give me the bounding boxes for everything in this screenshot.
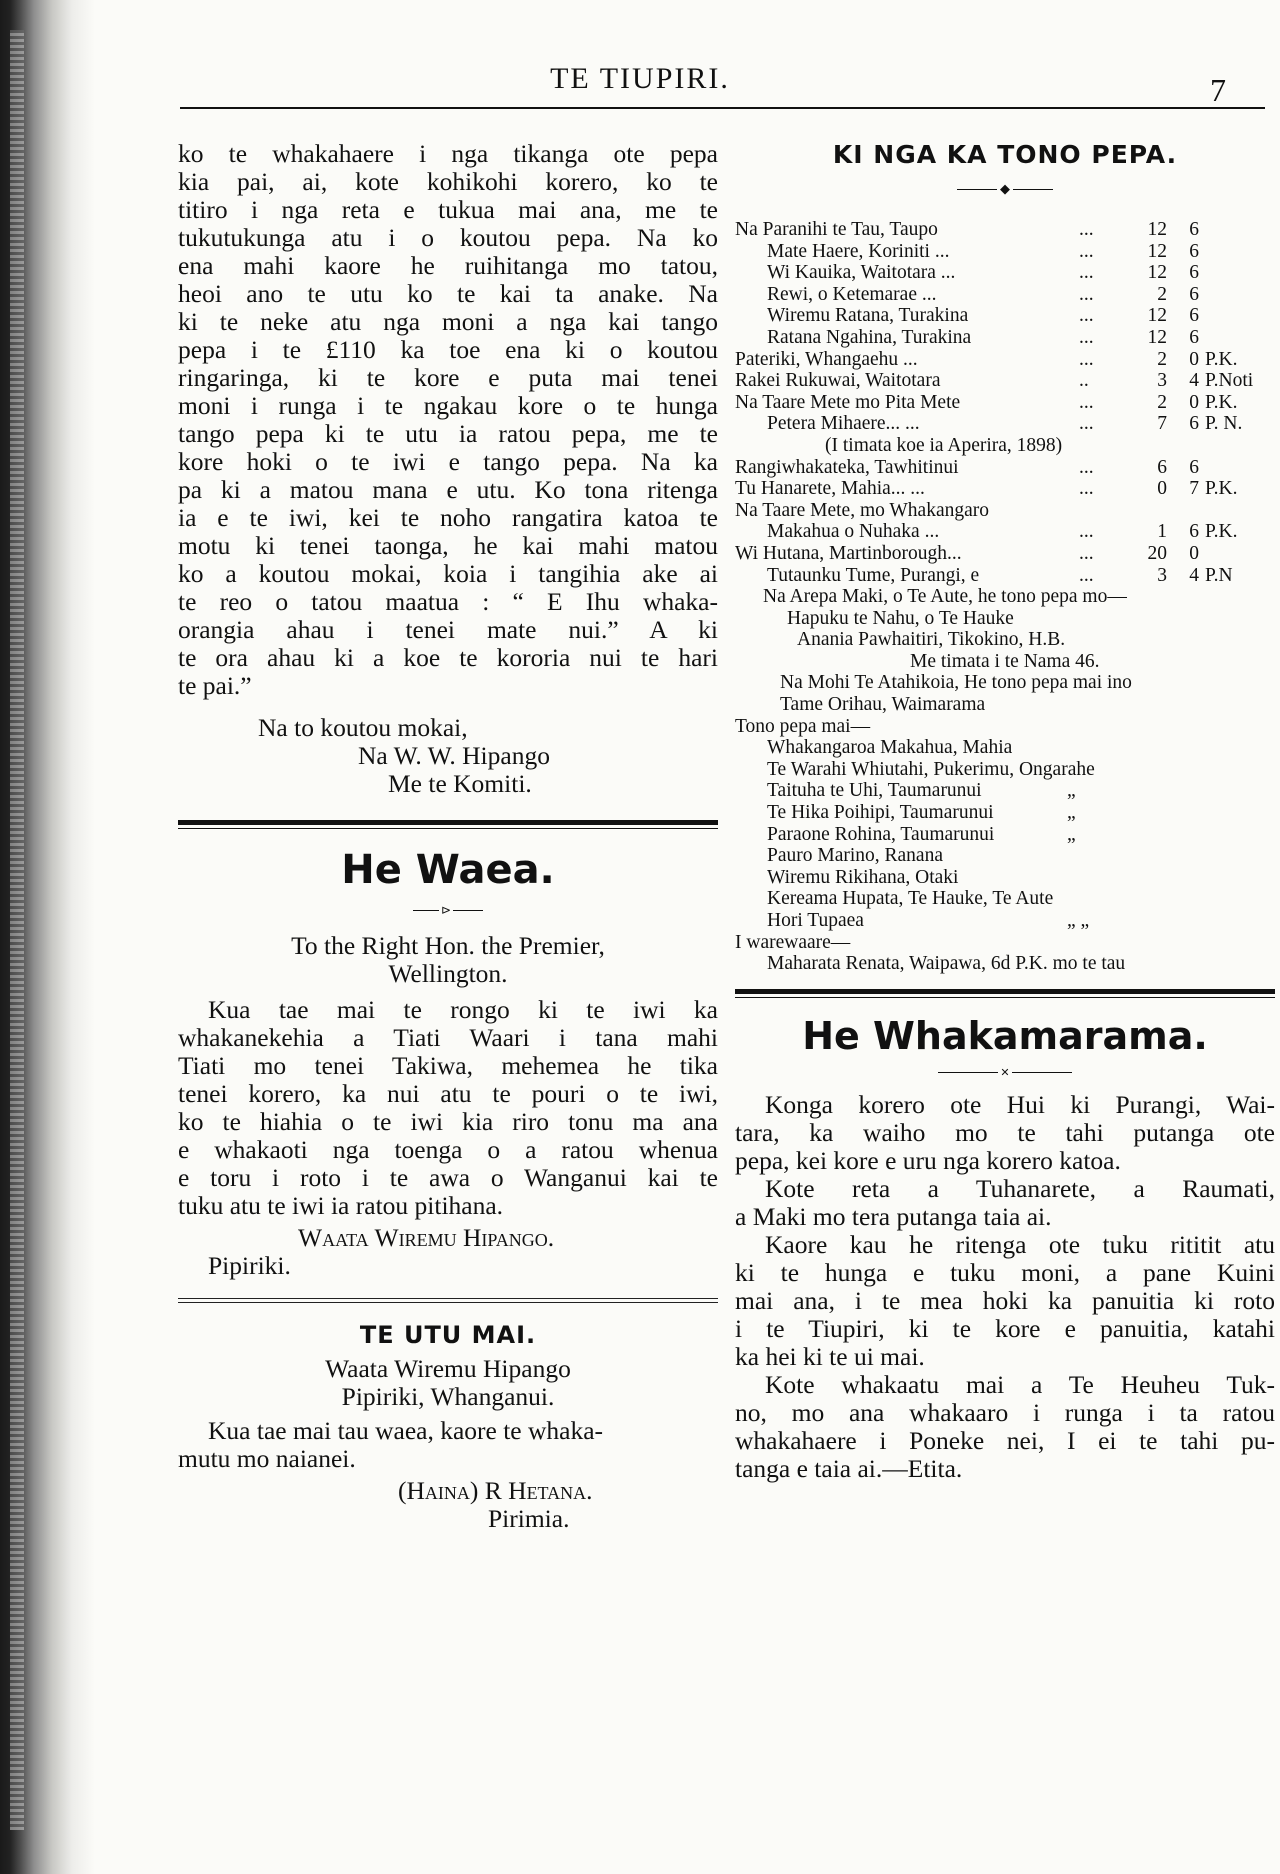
amount-pence: 6 (1189, 262, 1199, 284)
utu-signer: (Haina) R Hetana. (398, 1476, 593, 1505)
intro-paragraph-line: motu ki tenei taonga, he kai mahi matou (178, 531, 718, 560)
amount-pence: 4 (1189, 370, 1199, 392)
intro-paragraph-line: ena mahi kaore he ruihitanga mo tatou, (178, 251, 718, 280)
leader-dots: ... (1079, 348, 1094, 370)
payment-note: P.K. (1205, 348, 1238, 370)
subscriber-name: Pateriki, Whangaehu ... (735, 348, 918, 370)
leader-dots: ... (1079, 305, 1094, 327)
subscriber-row (735, 457, 1275, 479)
payment-note: P.N (1205, 564, 1233, 586)
arepa-line: Na Arepa Maki, o Te Aute, he tono pepa mo— (763, 586, 1127, 608)
subscriber-row (735, 370, 1275, 392)
utu-to-2: Pipiriki, Whanganui. (341, 1382, 555, 1411)
waea-body-line: tenei korero, ka nui atu te pouri o te iwi, (178, 1079, 718, 1108)
sign-committee: Me te Komiti. (388, 769, 532, 798)
leader-dots: ... (1079, 219, 1094, 240)
amount-shillings: 2 (1157, 391, 1167, 413)
subscriber-name: Makahua o Nuhaka ... (767, 521, 940, 543)
waea-body-line: ko te hiahia o te iwi kia riro tonu ma ana (178, 1107, 718, 1136)
leader-dots: .. (1079, 370, 1089, 392)
arepa-line: Anania Pawhaitiri, Tikokino, H.B. (797, 629, 1066, 651)
ornament: ◆ (735, 181, 1275, 197)
amount-shillings: 2 (1157, 348, 1167, 370)
whakamarama-line: tara, ka waiho mo te tahi putanga ote (735, 1117, 1275, 1147)
amount-shillings: 6 (1157, 456, 1167, 478)
intro-paragraph-line: kia pai, ai, kote kohikohi korero, ko te (178, 167, 718, 196)
subscriber-row (735, 413, 1275, 435)
whakamarama-line: i te Tiupiri, ki te kore e panuitia, katahi (735, 1313, 1275, 1343)
whakamarama-line: whakahaere i Poneke nei, I ei te tahi pu- (735, 1425, 1275, 1455)
leader-dots: ... (1079, 326, 1094, 348)
amount-shillings: 1 (1157, 521, 1167, 543)
ditto-mark: „ (1067, 780, 1076, 802)
amount-pence: 4 (1189, 564, 1199, 586)
whakamarama-line: tanga e taia ai.—Etita. (735, 1453, 963, 1483)
whakamarama-line: no, mo ana whakaaro i runga i ta ratou (735, 1397, 1275, 1427)
waea-body-line: Tiati mo tenei Takiwa, mehemea he tika (178, 1051, 718, 1080)
amount-pence: 0 (1189, 348, 1199, 370)
whakamarama-heading: He Whakamarama. (802, 1013, 1208, 1058)
intro-paragraph-line: te reo o tatou maatua : “ E Ihu whaka- (178, 587, 718, 616)
ditto-mark: „ (1067, 802, 1076, 824)
subscriber-name: Tutaunku Tume, Purangi, e (767, 564, 980, 586)
leader-dots: ... (1079, 283, 1094, 305)
intro-paragraph-line: ringaringa, ki te kore e puta mai tenei (178, 363, 718, 392)
intro-paragraph-line: ko te whakahaere i nga tikanga ote pepa (178, 139, 718, 168)
tono-row: Te Warahi Whiutahi, Pukerimu, Ongarahe (767, 758, 1095, 780)
leader-dots: ... (1079, 564, 1094, 586)
utu-body-2: mutu mo naianei. (178, 1444, 356, 1473)
waea-body-line: whakanekehia a Tiati Waari i tana mahi (178, 1023, 718, 1052)
subscriber-row (735, 392, 1275, 414)
subscriber-row (735, 305, 1275, 327)
waea-address-1: To the Right Hon. the Premier, (291, 931, 605, 960)
subscriber-row (735, 241, 1275, 263)
amount-pence: 7 (1189, 478, 1199, 500)
intro-paragraph-line: pepa i te £110 ka toe ena ki o koutou (178, 335, 718, 364)
intro-paragraph-line: pa ki a matou mana e utu. Ko tona ritenga (178, 475, 718, 504)
leader-dots: ... (1079, 456, 1094, 478)
amount-shillings: 12 (1147, 219, 1167, 240)
leader-dots: ... (1079, 262, 1094, 284)
subscriber-name: Na Taare Mete mo Pita Mete (735, 391, 961, 413)
subscriber-name: Wi Hutana, Martinborough... (735, 542, 962, 564)
leader-dots: ... (1079, 478, 1094, 500)
subscriber-row (735, 349, 1275, 371)
intro-paragraph-line: orangia ahau i tenei mate nui.” A ki (178, 615, 718, 644)
amount-pence: 6 (1189, 326, 1199, 348)
subscriber-name: Rakei Rukuwai, Waitotara (735, 370, 941, 392)
header-rule (180, 107, 1265, 109)
whakamarama-line: a Maki mo tera putanga taia ai. (735, 1201, 1052, 1231)
amount-shillings: 3 (1157, 370, 1167, 392)
section-rule (178, 820, 718, 829)
amount-pence: 6 (1189, 456, 1199, 478)
tono-label: Tono pepa mai— (735, 715, 871, 737)
intro-paragraph (178, 140, 718, 700)
intro-paragraph-line: moni i runga i te ngakau kore o te hunga (178, 391, 718, 420)
section-rule-thin-2 (178, 1302, 718, 1303)
note-timata: (I timata koe ia Aperira, 1898) (825, 434, 1063, 456)
running-head: TE TIUPIRI. (550, 62, 730, 95)
subscribers-heading: KI NGA KA TONO PEPA. (832, 140, 1178, 169)
payment-note: P.K. (1205, 521, 1238, 543)
utu-to-1: Waata Wiremu Hipango (325, 1354, 571, 1383)
amount-shillings: 12 (1147, 326, 1167, 348)
subscriber-name: Rangiwhakateka, Tawhitinui (735, 456, 959, 478)
mohi-line: Na Mohi Te Atahikoia, He tono pepa mai ino (780, 672, 1132, 694)
utu-body-1: Kua tae mai tau waea, kaore te whaka- (208, 1416, 604, 1445)
utu-heading: TE UTU MAI. (359, 1321, 537, 1349)
warewa-name: Maharata Renata, Waipawa, 6d P.K. mo te tau (767, 953, 1126, 975)
amount-pence: 6 (1189, 521, 1199, 543)
amount-pence: 0 (1189, 542, 1199, 564)
subscriber-name: Rewi, o Ketemarae ... (767, 283, 937, 305)
waea-body (178, 996, 718, 1220)
tono-row: Whakangaroa Makahua, Mahia (767, 737, 1013, 759)
amount-pence: 6 (1189, 413, 1199, 435)
binding-edge (0, 0, 95, 1874)
waea-body-line: tuku atu te iwi ia ratou pitihana. (178, 1191, 504, 1220)
arepa-line: Hapuku te Nahu, o Te Hauke (787, 607, 1014, 629)
payment-note: P.K. (1205, 478, 1238, 500)
amount-shillings: 3 (1157, 564, 1167, 586)
subscriber-row (735, 262, 1275, 284)
tono-row: Taituha te Uhi, Taumarunui „ (767, 780, 1076, 802)
sign-closing: Na to koutou mokai, (258, 713, 468, 742)
whakamarama-line: Kote whakaatu mai a Te Heuheu Tuk- (765, 1369, 1275, 1399)
whakamarama-line: ka hei ki te ui mai. (735, 1341, 925, 1371)
intro-paragraph-line: heoi ano te utu ko te kai ta anake. Na (178, 279, 718, 308)
ornament: ✕ (735, 1066, 1275, 1079)
ornament: ⊳ (178, 903, 718, 918)
leader-dots: ... (1079, 413, 1094, 435)
taare-line: Na Taare Mete, mo Whakangaro (735, 499, 990, 521)
payment-note: P.K. (1205, 391, 1238, 413)
amount-shillings: 20 (1147, 542, 1167, 564)
section-rule-thin (178, 1298, 718, 1299)
payment-note: P.Noti (1205, 370, 1254, 392)
amount-shillings: 2 (1157, 283, 1167, 305)
intro-paragraph-line: ki te neke atu nga moni a nga kai tango (178, 307, 718, 336)
tono-row: Hori Tupaea „ „ (767, 910, 1090, 931)
intro-paragraph-line: te ora ahau ki a koe te kororia nui te hari (178, 643, 718, 672)
amount-pence: 0 (1189, 391, 1199, 413)
warewa-label: I warewaare— (735, 931, 851, 953)
right-column (735, 140, 1275, 1483)
subscriber-list (735, 219, 1275, 975)
subscriber-name: Mate Haere, Koriniti ... (767, 240, 950, 262)
subscriber-row (735, 521, 1275, 543)
intro-paragraph-line: kore hoki o te iwi e tango pepa. Na ka (178, 447, 718, 476)
waea-heading: He Waea. (341, 847, 555, 893)
leader-dots: ... (1079, 391, 1094, 413)
bleed-through-text (10, 30, 24, 1830)
subscriber-row (735, 478, 1275, 500)
leader-dots: ... (1079, 542, 1094, 564)
tono-row: Wiremu Rikihana, Otaki (767, 866, 959, 888)
subscriber-name: Wi Kauika, Waitotara ... (767, 262, 956, 284)
amount-shillings: 12 (1147, 262, 1167, 284)
waea-body-line: Kua tae mai te rongo ki te iwi ka (208, 995, 718, 1024)
amount-pence: 6 (1189, 240, 1199, 262)
intro-paragraph-line: tukutukunga atu i o koutou pepa. Na ko (178, 223, 718, 252)
whakamarama-line: Kote reta a Tuhanarete, a Raumati, (765, 1173, 1275, 1203)
subscriber-row (735, 565, 1275, 587)
subscriber-row (735, 219, 1275, 241)
waea-body-line: e whakaoti nga toenga o a ratou whenua (178, 1135, 718, 1164)
whakamarama-line: ki te hunga e tuku moni, a pane Kuini (735, 1257, 1275, 1287)
sign-name: Na W. W. Hipango (358, 741, 550, 770)
intro-paragraph-line: tango pepa ki te utu ia ratou pepa, me te (178, 419, 718, 448)
subscriber-row (735, 327, 1275, 349)
intro-paragraph-line: ia e te iwi, kei te noho rangatira katoa te (178, 503, 718, 532)
amount-pence: 6 (1189, 219, 1199, 240)
intro-paragraph-line: te pai.” (178, 671, 252, 700)
whakamarama-line: mai ana, i te mea hoki ka panuitia ki roto (735, 1285, 1275, 1315)
tono-row: Paraone Rohina, Taumarunui „ (767, 823, 1076, 845)
tono-row: Te Hika Poihipi, Taumarunui „ (767, 802, 1076, 824)
subscriber-name: Petera Mihaere... ... (767, 413, 920, 435)
tono-row: Pauro Marino, Ranana (767, 845, 943, 867)
ditto-mark: „ (1067, 823, 1076, 845)
intro-paragraph-line: titiro i nga reta e tukua mai ana, me te (178, 195, 718, 224)
subscriber-row (735, 284, 1275, 306)
amount-shillings: 12 (1147, 240, 1167, 262)
note-nama: Me timata i te Nama 46. (910, 650, 1100, 672)
payment-note: P. N. (1205, 413, 1243, 435)
amount-shillings: 0 (1157, 478, 1167, 500)
amount-shillings: 7 (1157, 413, 1167, 435)
amount-shillings: 12 (1147, 305, 1167, 327)
whakamarama-line: Kaore kau he ritenga ote tuku rititit atu (765, 1229, 1275, 1259)
waea-body-line: e toru i roto i te awa o Wanganui kai te (178, 1163, 718, 1192)
tono-row: Kereama Hupata, Te Hauke, Te Aute (767, 888, 1054, 910)
left-column (178, 140, 718, 1533)
whakamarama-body (735, 1091, 1275, 1483)
whakamarama-line: pepa, kei kore e uru nga korero katoa. (735, 1145, 1121, 1175)
subscriber-name: Ratana Ngahina, Turakina (767, 326, 972, 348)
subscriber-row (735, 543, 1275, 565)
utu-title: Pirimia. (488, 1504, 570, 1533)
leader-dots: ... (1079, 240, 1094, 262)
mohi-line: Tame Orihau, Waimarama (780, 694, 986, 716)
subscriber-name: Wiremu Ratana, Turakina (767, 305, 969, 327)
subscriber-name: Na Paranihi te Tau, Taupo (735, 219, 938, 240)
waea-place: Pipiriki. (208, 1251, 291, 1280)
waea-signer: Waata Wiremu Hipango. (298, 1223, 555, 1252)
amount-pence: 6 (1189, 283, 1199, 305)
intro-paragraph-line: ko a koutou mokai, koia i tangihia ake ai (178, 559, 718, 588)
leader-dots: ... (1079, 521, 1094, 543)
page-number: 7 (1210, 72, 1226, 108)
waea-address-2: Wellington. (388, 959, 508, 988)
ditto-mark: „ „ (1067, 910, 1090, 931)
amount-pence: 6 (1189, 305, 1199, 327)
subscriber-name: Tu Hanarete, Mahia... ... (735, 478, 925, 500)
whakamarama-line: Konga korero ote Hui ki Purangi, Wai- (765, 1089, 1275, 1119)
section-rule (735, 989, 1275, 998)
